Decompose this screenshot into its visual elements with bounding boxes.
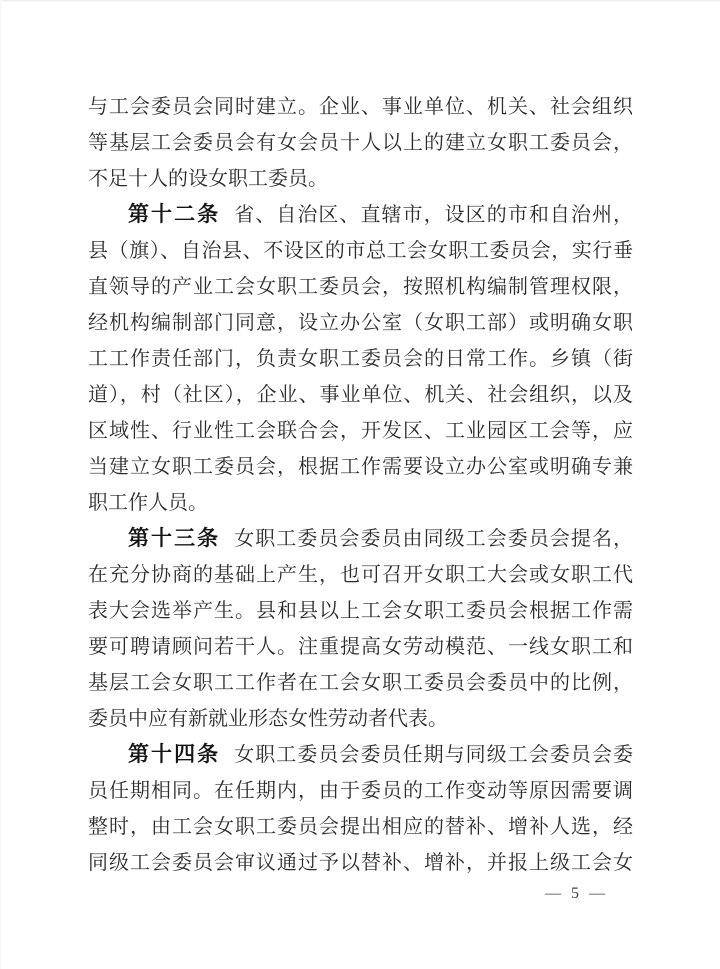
scan-edge-left [0, 0, 2, 969]
text-line: 县（旗）、自治县、不设区的市总工会女职工委员会，实行垂 [88, 240, 633, 262]
line-text: 省、自治区、直辖市，设区的市和自治州， [234, 204, 634, 226]
document-body [88, 89, 633, 881]
text-line: 要可聘请顾问若干人。注重提高女劳动模范、一线女职工和 [88, 636, 633, 658]
line-text: 女职工委员会委员任期与同级工会委员会委 [234, 744, 634, 766]
text-line: 等基层工会委员会有女会员十人以上的建立女职工委员会， [88, 132, 633, 154]
scan-edge-top [0, 0, 720, 2]
text-line: 整时，由工会女职工委员会提出相应的替补、增补人选，经 [88, 816, 633, 838]
text-line: 表大会选举产生。县和县以上工会女职工委员会根据工作需 [88, 600, 633, 622]
text-line: 与工会委员会同时建立。企业、事业单位、机关、社会组织 [88, 96, 633, 118]
text-line: 委员中应有新就业形态女性劳动者代表。 [88, 708, 448, 730]
text-line: 当建立女职工委员会，根据工作需要设立办公室或明确专兼 [88, 456, 633, 478]
text-line: 同级工会委员会审议通过予以替补、增补，并报上级工会女 [88, 852, 633, 874]
text-line: 员任期相同。在任期内，由于委员的工作变动等原因需要调 [88, 780, 633, 802]
article-heading: 第十三条 [128, 527, 221, 550]
text-line: 基层工会女职工工作者在工会女职工委员会委员中的比例， [88, 672, 633, 694]
article-heading: 第十四条 [128, 743, 221, 766]
text-line: 直领导的产业工会女职工委员会，按照机构编制管理权限， [88, 276, 633, 298]
line-text: 女职工委员会委员由同级工会委员会提名， [234, 528, 634, 550]
text-line [88, 197, 633, 233]
text-line [88, 737, 633, 773]
text-line: 区域性、行业性工会联合会，开发区、工业园区工会等，应 [88, 420, 633, 442]
text-line: 不足十人的设女职工委员。 [88, 168, 328, 190]
page-number: — 5 — [545, 885, 608, 902]
text-line: 道），村（社区），企业、事业单位、机关、社会组织，以及 [88, 384, 633, 406]
text-line: 在充分协商的基础上产生，也可召开女职工大会或女职工代 [88, 564, 633, 586]
text-line: 职工作人员。 [88, 492, 208, 514]
text-line [88, 521, 633, 557]
text-line: 工工作责任部门，负责女职工委员会的日常工作。乡镇（街 [88, 348, 633, 370]
article-heading: 第十二条 [128, 203, 221, 226]
text-line: 经机构编制部门同意，设立办公室（女职工部）或明确女职 [88, 312, 633, 334]
